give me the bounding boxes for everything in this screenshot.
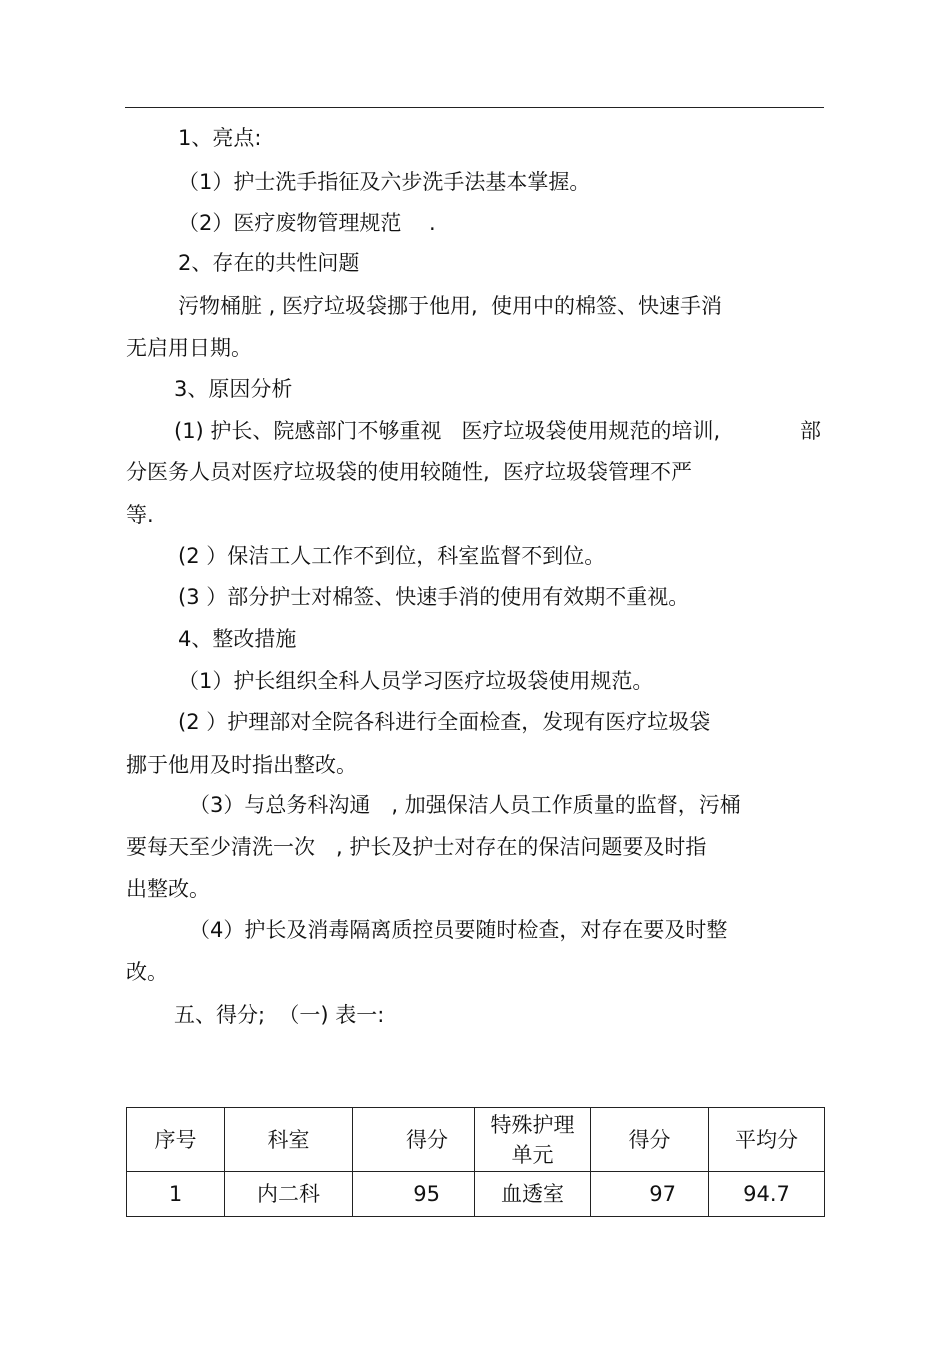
table-row xyxy=(127,1172,825,1217)
cell-index: 1 xyxy=(127,1172,225,1217)
measure-4-line-2: 改。 xyxy=(126,960,168,984)
measure-3-line-2: 要每天至少清洗一次 , 护长及护士对存在的保洁问题要及时指 xyxy=(126,835,707,859)
cause-1-line-3: 等. xyxy=(126,503,154,527)
score-table xyxy=(126,1107,825,1217)
measure-4-line-1: （4）护长及消毒隔离质控员要随时检查，对存在要及时整 xyxy=(189,918,728,942)
cause-3: (3 ）部分护士对棉签、快速手消的使用有效期不重视。 xyxy=(178,585,690,609)
measure-3-line-1: （3）与总务科沟通 , 加强保洁人员工作质量的监督，污桶 xyxy=(189,793,741,817)
cell-special-unit: 血透室 xyxy=(475,1172,591,1217)
header-index: 序号 xyxy=(127,1108,225,1172)
measure-3-line-3: 出整改。 xyxy=(126,877,210,901)
section-5-heading: 五、得分; （一) 表一: xyxy=(174,1003,385,1027)
cause-2: (2 ）保洁工人工作不到位，科室监督不到位。 xyxy=(178,544,606,568)
cell-score: 95 xyxy=(353,1172,475,1217)
cause-1-line-1: (1) 护长、院感部门不够重视 医疗垃圾袋使用规范的培训, xyxy=(174,419,721,443)
header-department: 科室 xyxy=(225,1108,353,1172)
highlight-item-2: （2）医疗废物管理规范 . xyxy=(178,211,436,235)
section-4-heading: 4、整改措施 xyxy=(178,627,297,651)
issue-line-2: 无启用日期。 xyxy=(126,336,252,360)
cause-1-line-1-end: 部 xyxy=(800,419,821,443)
header-special-care-line-1: 特殊护理 xyxy=(490,1112,575,1137)
cell-score-2: 97 xyxy=(591,1172,709,1217)
measure-2-line-1: (2 ）护理部对全院各科进行全面检查，发现有医疗垃圾袋 xyxy=(178,710,711,734)
section-3-heading: 3、原因分析 xyxy=(174,377,293,401)
section-2-heading: 2、存在的共性问题 xyxy=(178,251,360,275)
measure-2-line-2: 挪于他用及时指出整改。 xyxy=(126,753,357,777)
cell-department: 内二科 xyxy=(225,1172,353,1217)
header-average: 平均分 xyxy=(709,1108,825,1172)
header-special-care-unit xyxy=(475,1108,591,1172)
table-header-row xyxy=(127,1108,825,1172)
cause-1-line-2: 分医务人员对医疗垃圾袋的使用较随性, 医疗垃圾袋管理不严 xyxy=(126,460,693,484)
cell-average: 94.7 xyxy=(709,1172,825,1217)
header-rule xyxy=(125,107,824,108)
header-special-care-line-2: 单元 xyxy=(511,1142,554,1167)
header-score: 得分 xyxy=(353,1108,475,1172)
issue-line-1: 污物桶脏 , 医疗垃圾袋挪于他用, 使用中的棉签、快速手消 xyxy=(178,294,723,318)
measure-1: （1）护长组织全科人员学习医疗垃圾袋使用规范。 xyxy=(178,669,654,693)
section-1-heading: 1、亮点: xyxy=(178,126,262,150)
highlight-item-1: （1）护士洗手指征及六步洗手法基本掌握。 xyxy=(178,170,591,194)
header-score-2: 得分 xyxy=(591,1108,709,1172)
